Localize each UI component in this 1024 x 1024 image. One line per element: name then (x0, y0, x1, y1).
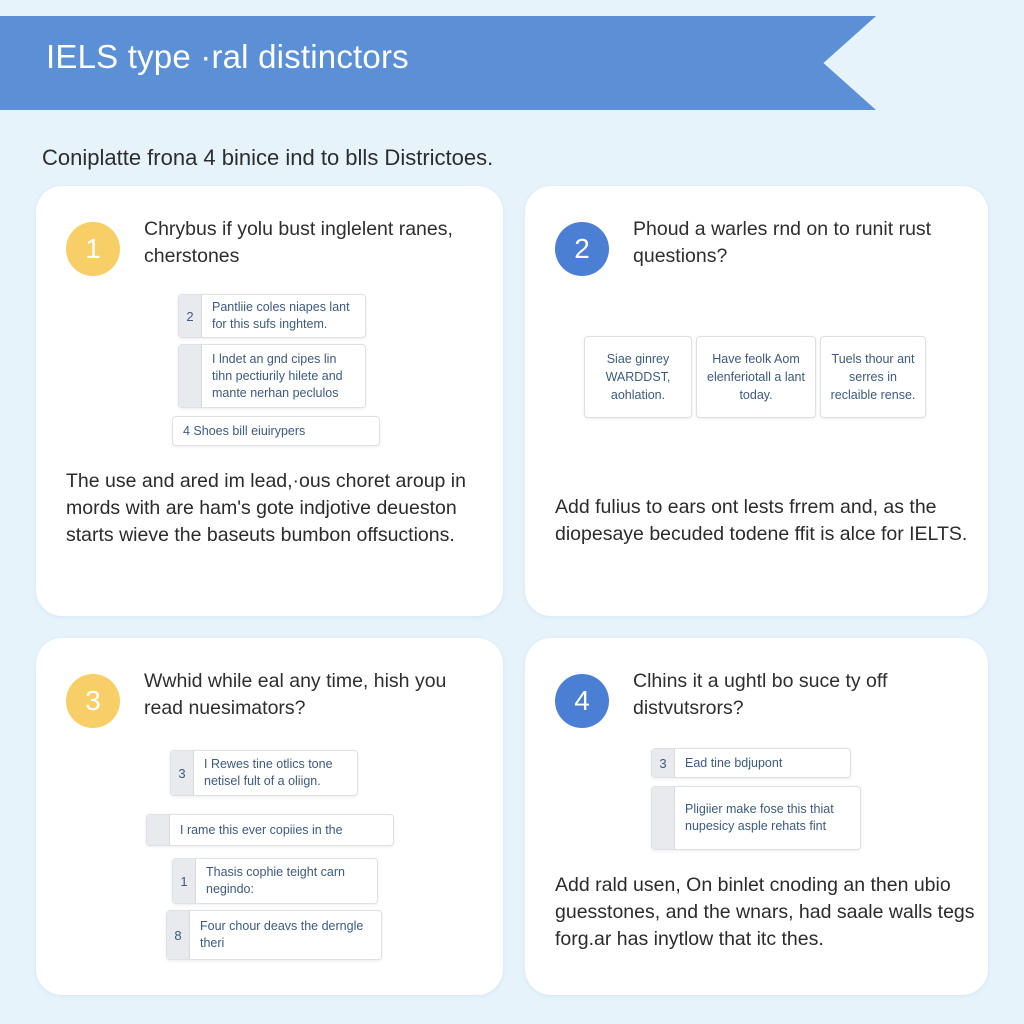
option-text: I rame this ever copiies in the (180, 822, 343, 837)
option-text: Pantliie coles niapes lant for this sufs inghtem. (212, 300, 350, 331)
card-question: Phoud a warles rnd on to runit rust questions? (633, 218, 932, 267)
option-box: Siae ginrey WARDDST, aohlation. (584, 336, 692, 418)
card-3 (36, 638, 503, 995)
card-2 (525, 186, 988, 616)
step-number-badge: 4 (555, 674, 609, 728)
mini-option-card (651, 786, 861, 850)
card-4 (525, 638, 988, 995)
option-text: Four chour deavs the derngle theri (200, 919, 364, 950)
step-number-badge: 3 (66, 674, 120, 728)
card-question: Chrybus if yolu bust inglelent ranes, cherstones (144, 218, 453, 267)
option-text: I Rewes tine otlics tone netisel fult of a oliign. (204, 757, 333, 788)
option-box: Tuels thour ant serres in reclaible rense. (820, 336, 926, 418)
option-text: Pligiier make fose this thiat nupesicy asple rehats fint (685, 802, 834, 833)
mini-option-card (170, 750, 358, 796)
option-number: 2 (179, 295, 202, 337)
step-number-badge: 2 (555, 222, 609, 276)
option-number: 3 (652, 749, 675, 777)
card-1 (36, 186, 503, 616)
mini-option-card (178, 294, 366, 338)
mini-option-card (166, 910, 382, 960)
option-number: 3 (171, 751, 194, 795)
option-box: Have feolk Aom elenferiotall a lant today. (696, 336, 816, 418)
option-text: Thasis cophie teight carn negindo: (206, 865, 345, 896)
page-subtitle: Coniplatte frona 4 binice ind to blls Districtoes. (42, 145, 494, 170)
card-body: Add fulius to ears ont lests frrem and, as the diopesaye becuded todene ffit is alce for IELTS. (555, 496, 968, 545)
option-number (652, 787, 675, 849)
option-number (147, 815, 170, 845)
mini-option-card (651, 748, 851, 778)
card-question: Clhins it a ughtl bo suce ty off distvutsrors? (633, 670, 888, 719)
option-text: 4 Shoes bill eiuirypers (183, 423, 306, 438)
mini-option-card (178, 344, 366, 408)
option-text: Ead tine bdjupont (685, 755, 783, 770)
card-body: Add rald usen, On binlet cnoding an then ubio guesstones, and the wnars, had saale walls tegs forg.ar has inytlow that itc thes. (555, 874, 975, 950)
option-number: 1 (173, 859, 196, 903)
page-title: IELS type ·ral distinctors (46, 38, 409, 75)
option-number: 8 (167, 911, 190, 959)
step-number-badge: 1 (66, 222, 120, 276)
mini-option-card (172, 858, 378, 904)
option-text: I lndet an gnd cipes lin tihn pectiurily hilete and mante nerhan peclulos (212, 351, 343, 400)
option-number (179, 345, 202, 407)
mini-option-card (172, 416, 380, 446)
card-question: Wwhid while eal any time, hish you read nuesimators? (144, 670, 447, 719)
mini-option-card (146, 814, 394, 846)
card-body: The use and ared im lead,·ous choret aroup in mords with are ham's gote indjotive deueston starts wieve the baseuts bumbon offsuctions. (66, 470, 466, 546)
